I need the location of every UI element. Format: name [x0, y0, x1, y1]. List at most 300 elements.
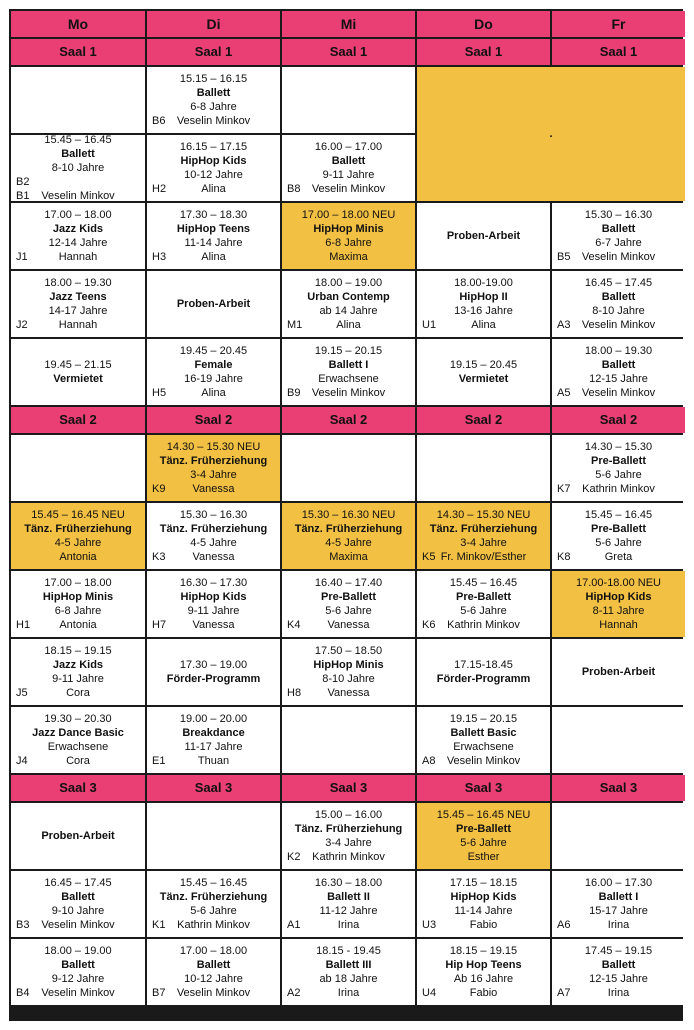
- class-age: 9-11 Jahre: [187, 605, 240, 617]
- class-slot: [282, 271, 415, 337]
- class-code: K9: [152, 483, 166, 495]
- class-time: 19.45 – 21.15: [44, 359, 112, 371]
- class-age: 15-17 Jahre: [589, 905, 648, 917]
- day-header: Do: [417, 11, 550, 37]
- class-age: 5-6 Jahre: [190, 905, 237, 917]
- class-code: B9: [287, 387, 301, 399]
- class-age: 4-5 Jahre: [54, 537, 102, 549]
- class-teacher-line: [11, 318, 145, 332]
- class-teacher: Vanessa: [192, 551, 235, 563]
- class-time: 18.00 – 19.00: [44, 945, 112, 957]
- class-teacher-line: [147, 754, 280, 768]
- class-code: J1: [16, 251, 28, 263]
- class-age: 12-15 Jahre: [589, 373, 648, 385]
- class-teacher-line: [282, 250, 415, 264]
- class-teacher-line: [11, 189, 145, 203]
- class-name: HipHop Kids: [180, 155, 247, 167]
- class-teacher: Veselin Minkov: [41, 919, 115, 931]
- class-name: Tänz. Früherziehung: [159, 455, 268, 467]
- class-teacher: Veselin Minkov: [581, 251, 656, 263]
- class-name: Jazz Kids: [52, 659, 104, 671]
- class-slot: [282, 203, 415, 269]
- class-name: Pre-Ballett: [320, 591, 377, 603]
- class-teacher-line: [417, 318, 550, 332]
- class-name: Ballett III: [325, 959, 372, 971]
- class-age: 6-8 Jahre: [325, 237, 372, 249]
- class-time: 18.00 – 19.00: [314, 277, 383, 289]
- class-slot: [147, 571, 280, 637]
- class-time: 15.45 – 16.45: [449, 577, 518, 589]
- class-teacher-line: [11, 250, 145, 264]
- class-slot: [147, 939, 280, 1005]
- class-code: K5: [422, 551, 436, 563]
- class-code: K6: [422, 619, 436, 631]
- class-slot: [11, 135, 145, 201]
- class-name: Ballett: [61, 959, 95, 971]
- class-teacher: Veselin Minkov: [311, 183, 386, 195]
- class-teacher: Alina: [201, 183, 226, 195]
- class-teacher-line: [282, 318, 415, 332]
- class-name: Ballett I: [328, 359, 369, 371]
- class-time: 16.40 – 17.40: [314, 577, 383, 589]
- class-time: 15.00 – 16.00: [314, 809, 383, 821]
- class-name: Jazz Teens: [49, 291, 107, 303]
- room-header: Saal 1: [282, 39, 415, 65]
- room-header: Saal 3: [417, 775, 550, 801]
- class-teacher: Irina: [607, 919, 630, 931]
- class-time: 16.00 – 17.30: [584, 877, 653, 889]
- class-name: Breakdance: [182, 727, 245, 739]
- class-name: Ballett: [196, 959, 231, 971]
- room-header: Saal 3: [552, 775, 685, 801]
- class-slot: [282, 135, 415, 201]
- class-code: B4: [16, 987, 30, 999]
- class-age: 4-5 Jahre: [325, 537, 372, 549]
- class-name: Ballett I: [598, 891, 639, 903]
- class-teacher-line: [11, 754, 145, 768]
- class-name: Tänz. Früherziehung: [294, 523, 403, 535]
- class-code: A3: [557, 319, 571, 331]
- class-slot: [11, 271, 145, 337]
- class-code: K7: [557, 483, 571, 495]
- class-age: 8-10 Jahre: [51, 162, 105, 174]
- class-slot: [11, 803, 145, 869]
- class-slot: [552, 203, 685, 269]
- class-slot: [11, 503, 145, 569]
- class-time: 18.00 – 19.30: [44, 277, 112, 289]
- class-code-line: [11, 175, 145, 189]
- class-code: B5: [557, 251, 571, 263]
- class-teacher-line: [552, 386, 685, 400]
- class-teacher: Veselin Minkov: [41, 190, 115, 202]
- class-age: 3-4 Jahre: [325, 837, 372, 849]
- class-slot: [417, 803, 550, 869]
- class-slot: [417, 503, 550, 569]
- class-age: 6-8 Jahre: [54, 605, 102, 617]
- class-code: U4: [422, 987, 437, 999]
- class-code: H1: [16, 619, 31, 631]
- class-age: 9-11 Jahre: [322, 169, 375, 181]
- room-header: Saal 1: [11, 39, 145, 65]
- class-teacher-line: [282, 550, 415, 564]
- class-time: 14.30 – 15.30: [584, 441, 653, 453]
- class-code: K2: [287, 851, 301, 863]
- class-time: 15.45 – 16.45: [584, 509, 653, 521]
- class-slot: [552, 939, 685, 1005]
- class-time: 17.45 – 19.15: [584, 945, 653, 957]
- class-slot: [552, 435, 685, 501]
- class-slot: [552, 803, 685, 869]
- class-age: 5-6 Jahre: [460, 605, 507, 617]
- slot-label: Proben-Arbeit: [41, 830, 115, 842]
- class-name: HipHop Minis: [313, 659, 384, 671]
- class-slot: [282, 707, 415, 773]
- class-teacher: Vanessa: [327, 619, 370, 631]
- schedule-table: [9, 9, 683, 1021]
- class-age: 10-12 Jahre: [184, 973, 243, 985]
- class-teacher: Greta: [604, 551, 633, 563]
- class-age: 6-7 Jahre: [595, 237, 642, 249]
- class-teacher: Kathrin Minkov: [177, 919, 250, 931]
- class-time: 17.30 – 19.00: [179, 659, 248, 671]
- class-teacher: Veselin Minkov: [311, 387, 386, 399]
- class-time: 17.00 – 18.00: [179, 945, 248, 957]
- class-age: 8-11 Jahre: [592, 605, 645, 617]
- class-name: Tänz. Früherziehung: [24, 523, 132, 535]
- class-slot: [552, 503, 685, 569]
- class-slot: [147, 435, 280, 501]
- class-teacher: Veselin Minkov: [176, 987, 251, 999]
- slot-label: Proben-Arbeit: [176, 298, 251, 310]
- class-time: 18.00-19.00: [454, 277, 513, 289]
- class-teacher-line: [147, 550, 280, 564]
- class-code: U1: [422, 319, 437, 331]
- class-teacher-line: [417, 618, 550, 632]
- class-teacher: Irina: [607, 987, 630, 999]
- class-slot: [552, 639, 685, 705]
- class-slot: [147, 271, 280, 337]
- class-teacher-line: [11, 686, 145, 700]
- class-slot: [147, 135, 280, 201]
- class-code: H3: [152, 251, 167, 263]
- class-name: Jazz Dance Basic: [32, 727, 124, 739]
- class-teacher: Kathrin Minkov: [312, 851, 385, 863]
- class-age: 12-15 Jahre: [589, 973, 648, 985]
- class-teacher-line: [11, 986, 145, 1000]
- day-header: Fr: [552, 11, 685, 37]
- class-code: A5: [557, 387, 571, 399]
- class-slot: [282, 639, 415, 705]
- class-age: Erwachsene: [47, 741, 109, 753]
- class-time: 16.30 – 17.30: [179, 577, 248, 589]
- class-time: 17.15-18.45: [454, 659, 513, 671]
- class-teacher: Alina: [471, 319, 496, 331]
- class-code: K4: [287, 619, 301, 631]
- class-time: 18.15 – 19.15: [44, 645, 112, 657]
- class-code: K8: [557, 551, 571, 563]
- class-name: HipHop Minis: [313, 223, 384, 235]
- class-name: Pre-Ballett: [590, 523, 647, 535]
- class-slot: [11, 203, 145, 269]
- class-name: Ballett: [196, 87, 231, 99]
- class-teacher: Cora: [66, 687, 90, 699]
- class-teacher: Kathrin Minkov: [447, 619, 520, 631]
- class-name: Ballett: [601, 291, 636, 303]
- class-teacher-line: [282, 618, 415, 632]
- class-code: U3: [422, 919, 437, 931]
- class-teacher: Maxima: [329, 551, 368, 563]
- class-slot: [282, 939, 415, 1005]
- class-slot: [552, 271, 685, 337]
- class-teacher-line: [282, 386, 415, 400]
- class-name: HipHop Kids: [180, 591, 247, 603]
- class-slot: [147, 707, 280, 773]
- class-slot: [147, 203, 280, 269]
- class-slot: [417, 435, 550, 501]
- class-name: HipHop Minis: [42, 591, 114, 603]
- class-teacher: Esther: [467, 851, 500, 863]
- class-time: 19.00 – 20.00: [179, 713, 248, 725]
- class-teacher: Veselin Minkov: [581, 387, 656, 399]
- class-age: 10-12 Jahre: [184, 169, 243, 181]
- class-age: 12-14 Jahre: [48, 237, 108, 249]
- class-teacher-line: [552, 482, 685, 496]
- class-code: M1: [287, 319, 303, 331]
- class-age: 5-6 Jahre: [460, 837, 507, 849]
- class-slot: [282, 67, 415, 133]
- class-time: 19.15 – 20.45: [449, 359, 518, 371]
- class-age: 5-6 Jahre: [595, 537, 642, 549]
- class-slot: [552, 339, 685, 405]
- class-time: 17.00 – 18.00 NEU: [301, 209, 396, 221]
- class-slot: [417, 871, 550, 937]
- class-time: 19.30 – 20.30: [44, 713, 112, 725]
- class-time: 15.45 – 16.45 NEU: [31, 509, 125, 521]
- class-slot: [417, 639, 550, 705]
- class-code: B8: [287, 183, 301, 195]
- class-slot: [11, 939, 145, 1005]
- room-header: Saal 1: [552, 39, 685, 65]
- class-teacher: Veselin Minkov: [446, 755, 521, 767]
- class-teacher-line: [147, 114, 280, 128]
- class-code: A8: [422, 755, 436, 767]
- class-slot: [282, 871, 415, 937]
- class-code: E1: [152, 755, 166, 767]
- class-teacher: Cora: [66, 755, 90, 767]
- room-header: Saal 2: [147, 407, 280, 433]
- class-code: A6: [557, 919, 571, 931]
- class-teacher-line: [282, 850, 415, 864]
- class-teacher-line: [552, 250, 685, 264]
- class-time: 16.30 – 18.00: [314, 877, 383, 889]
- class-code: J5: [16, 687, 28, 699]
- class-teacher: Irina: [337, 919, 360, 931]
- class-code: H2: [152, 183, 167, 195]
- class-age: 6-8 Jahre: [190, 101, 237, 113]
- class-age: 5-6 Jahre: [325, 605, 372, 617]
- class-age: 3-4 Jahre: [190, 469, 237, 481]
- class-code: A2: [287, 987, 301, 999]
- class-teacher: Alina: [201, 251, 226, 263]
- class-time: 17.00 – 18.00: [44, 209, 112, 221]
- class-name: HipHop Kids: [585, 591, 652, 603]
- class-time: 15.30 – 16.30 NEU: [301, 509, 396, 521]
- class-teacher-line: [417, 918, 550, 932]
- class-teacher-line: [11, 918, 145, 932]
- day-header: Di: [147, 11, 280, 37]
- room-header: Saal 2: [552, 407, 685, 433]
- class-age: 5-6 Jahre: [595, 469, 642, 481]
- class-code: H7: [152, 619, 167, 631]
- class-slot: [417, 939, 550, 1005]
- class-time: 17.50 – 18.50: [314, 645, 383, 657]
- class-age: Erwachsene: [453, 741, 514, 753]
- class-teacher-line: [552, 318, 685, 332]
- class-slot: [11, 871, 145, 937]
- class-teacher-line: [147, 986, 280, 1000]
- class-teacher-line: [552, 918, 685, 932]
- class-age: ab 14 Jahre: [319, 305, 378, 317]
- class-name: Pre-Ballett: [455, 591, 512, 603]
- class-teacher: Kathrin Minkov: [582, 483, 655, 495]
- class-time: 15.45 – 16.45: [179, 877, 248, 889]
- class-name: Ballett: [61, 148, 95, 160]
- class-teacher-line: [282, 918, 415, 932]
- class-teacher-line: [147, 250, 280, 264]
- class-time: 19.15 – 20.15: [449, 713, 518, 725]
- class-teacher: Veselin Minkov: [176, 115, 251, 127]
- class-code: H5: [152, 387, 167, 399]
- class-slot: [552, 571, 685, 637]
- class-name: Tänz. Früherziehung: [159, 891, 268, 903]
- class-name: Ballett: [601, 223, 636, 235]
- class-slot: [147, 871, 280, 937]
- class-teacher: Vanessa: [192, 619, 235, 631]
- class-slot: [11, 339, 145, 405]
- class-name: Ballett: [601, 959, 636, 971]
- class-teacher-line: [147, 618, 280, 632]
- class-time: 15.45 – 16.45: [44, 134, 112, 146]
- class-slot: [147, 503, 280, 569]
- class-time: 14.30 – 15.30 NEU: [436, 509, 531, 521]
- class-slot: [147, 803, 280, 869]
- class-name: Tänz. Früherziehung: [159, 523, 268, 535]
- class-teacher-line: [282, 986, 415, 1000]
- class-name: Vermietet: [53, 373, 103, 385]
- class-age: 3-4 Jahre: [460, 537, 507, 549]
- class-slot: [147, 67, 280, 133]
- class-teacher-line: [417, 754, 550, 768]
- class-age: 8-10 Jahre: [322, 673, 375, 685]
- class-age: 4-5 Jahre: [190, 537, 237, 549]
- class-name: HipHop Teens: [176, 223, 251, 235]
- room-header: Saal 3: [147, 775, 280, 801]
- class-teacher: Antonia: [59, 619, 97, 631]
- class-name: Pre-Ballett: [590, 455, 647, 467]
- class-slot: [11, 707, 145, 773]
- class-teacher: Fr. Minkov/Esther: [440, 551, 527, 563]
- class-teacher-line: [282, 182, 415, 196]
- class-time: 16.15 – 17.15: [179, 141, 248, 153]
- class-teacher-line: [11, 618, 145, 632]
- class-teacher: Maxima: [329, 251, 368, 263]
- class-slot: [417, 67, 685, 201]
- class-teacher-line: [11, 550, 145, 564]
- class-name: Ballett: [601, 359, 636, 371]
- class-teacher: Fabio: [469, 919, 498, 931]
- class-slot: [552, 871, 685, 937]
- class-code: B6: [152, 115, 166, 127]
- class-time: 16.45 – 17.45: [44, 877, 112, 889]
- class-slot: [417, 203, 550, 269]
- class-time: 19.45 – 20.45: [179, 345, 248, 357]
- class-name: HipHop II: [459, 291, 508, 303]
- class-teacher: Fabio: [469, 987, 498, 999]
- class-age: 11-14 Jahre: [184, 237, 243, 249]
- class-age: 13-16 Jahre: [454, 305, 513, 317]
- class-teacher: Veselin Minkov: [581, 319, 656, 331]
- class-time: 18.15 - 19.45: [316, 945, 381, 957]
- room-header: Saal 2: [11, 407, 145, 433]
- class-teacher-line: [147, 386, 280, 400]
- class-code: J4: [16, 755, 28, 767]
- class-slot: [417, 707, 550, 773]
- class-code: H8: [287, 687, 302, 699]
- class-age: 9-12 Jahre: [51, 973, 105, 985]
- class-time: 17.30 – 18.30: [179, 209, 248, 221]
- class-time: 18.15 – 19.15: [449, 945, 518, 957]
- class-time: 15.30 – 16.30: [179, 509, 248, 521]
- class-code: J2: [16, 319, 28, 331]
- class-time: 19.15 – 20.15: [314, 345, 383, 357]
- class-code: K1: [152, 919, 166, 931]
- class-age: Erwachsene: [318, 373, 379, 385]
- class-name: Female: [194, 359, 233, 371]
- class-slot: [11, 639, 145, 705]
- class-teacher-line: [417, 986, 550, 1000]
- day-header: Mo: [11, 11, 145, 37]
- class-teacher: Antonia: [59, 551, 97, 563]
- class-time: 14.30 – 15.30 NEU: [166, 441, 261, 453]
- class-age: 8-10 Jahre: [592, 305, 645, 317]
- room-header: Saal 1: [417, 39, 550, 65]
- class-age: 9-10 Jahre: [51, 905, 105, 917]
- class-name: Ballett: [331, 155, 366, 167]
- class-slot: [552, 707, 685, 773]
- class-slot: [417, 339, 550, 405]
- class-name: Ballett II: [327, 891, 370, 903]
- class-name: Förder-Programm: [166, 673, 261, 685]
- class-code: B1: [16, 190, 30, 202]
- class-code: B2: [16, 176, 30, 188]
- class-teacher: Alina: [336, 319, 361, 331]
- room-header: Saal 2: [282, 407, 415, 433]
- class-slot: [282, 435, 415, 501]
- class-teacher-line: [552, 618, 685, 632]
- class-time: 17.15 – 18.15: [449, 877, 518, 889]
- class-teacher-line: [417, 850, 550, 864]
- class-name: Ballett: [61, 891, 95, 903]
- room-header: Saal 2: [417, 407, 550, 433]
- class-slot: [417, 271, 550, 337]
- class-age: 11-14 Jahre: [454, 905, 513, 917]
- class-teacher-line: [552, 550, 685, 564]
- class-time: 15.30 – 16.30: [584, 209, 653, 221]
- class-teacher-line: [147, 482, 280, 496]
- slot-label: Proben-Arbeit: [446, 230, 521, 242]
- class-teacher-line: [147, 918, 280, 932]
- class-name: Tänz. Früherziehung: [429, 523, 538, 535]
